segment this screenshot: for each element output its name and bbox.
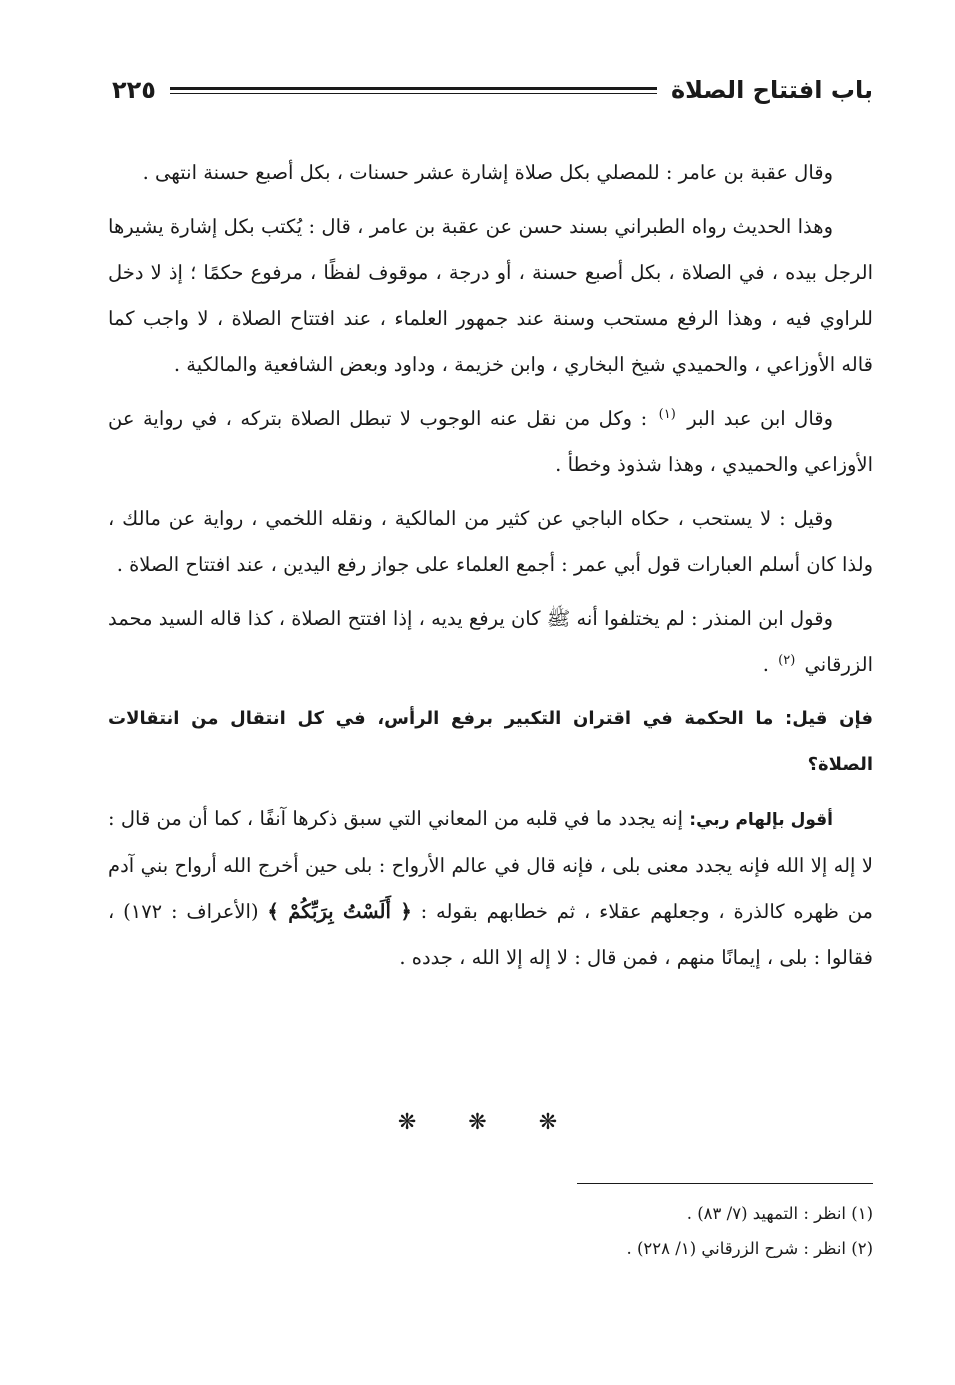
chapter-title: باب افتتاح الصلاة <box>671 76 873 104</box>
answer-lead: أقول بإلهام ربي: <box>689 810 834 830</box>
footnote-ref-2: (٢) <box>778 652 796 668</box>
paragraph-1: وقال عقبة بن عامر : للمصلي بكل صلاة إشارة عشر حسنات ، بكل أصبع حسنة انتهى . <box>142 161 833 184</box>
paragraph-5-start: وقول ابن المنذر : لم يختلفوا أنه ﷺ كان يرفع يديه ، إذا افتتح الصلاة ، كذا قاله السيد محمد الزرقاني <box>108 607 873 676</box>
answer-text-end: (الأعراف : ١٧٢) ، فقالوا : بلى ، إيمانًا منهم ، فمن قال : لا إله إلا الله ، جدده . <box>108 900 873 969</box>
header-rule <box>170 87 657 94</box>
section-separator <box>0 1110 955 1135</box>
paragraph-2: وهذا الحديث رواه الطبراني بسند حسن عن عقبة بن عامر ، قال : يُكتب بكل إشارة يشيرها الرجل بيده ، في الصلاة ، بكل أصبع حسنة ، أو درجة ، موقوف لفظًا ، مرفوع حكمًا ؛ إذ لا دخل للراوي فيه ، وهذا الرفع مستحب وسنة عند جمهور العلماء ، عند افتتاح الصلاة ، لا واجب كما قاله الأوزاعي ، والحميدي شيخ البخاري ، وابن خزيمة ، وداود وبعض الشافعية والمالكية . <box>108 215 873 376</box>
question-heading: فإن قيل: ما الحكمة في اقتران التكبير برفع الرأس، في كل انتقال من انتقالات الصلاة؟ <box>108 708 873 775</box>
page-number: ٢٢٥ <box>112 76 156 104</box>
paragraph-3 <box>108 396 873 488</box>
footnote-1: (١) انظر : التمهيد (٧/ ٨٣) . <box>686 1204 873 1223</box>
footnote-ref-1: (١) <box>658 406 676 422</box>
footnote-rule <box>577 1183 873 1184</box>
answer-text-start: إنه يجدد ما في قلبه من المعاني التي سبق ذكرها آنفًا ، كما أن من قال : لا إله إلا الله فإنه يجدد معنى بلى ، فإنه قال في عالم الأرواح : بلى حين أخرج الله أرواح بني آدم من ظهره كالذرة ، وجعلهم عقلاء ، ثم خطابهم بقوله : <box>108 807 873 923</box>
paragraph-5-end: . <box>762 653 769 676</box>
quran-quote: ﴿ أَلَسْتُ بِرَبِّكُمْ ﴾ <box>267 900 412 923</box>
paragraph-3-end: : وكل من نقل عنه الوجوب لا تبطل الصلاة بتركه ، في رواية عن الأوزاعي والحميدي ، وهذا شذوذ وخطأ . <box>108 407 873 476</box>
running-header <box>112 68 873 112</box>
separator-star: ❋ <box>468 1110 487 1135</box>
footnotes <box>108 1196 873 1266</box>
separator-star: ❋ <box>397 1110 417 1135</box>
answer-paragraph <box>108 796 873 981</box>
paragraph-5 <box>108 596 873 688</box>
paragraph-4: وقيل : لا يستحب ، حكاه الباجي عن كثير من المالكية ، ونقله اللخمي ، رواية عن مالك ، ولذا كان أسلم العبارات قول أبي عمر : أجمع العلماء على جواز رفع اليدين ، عند افتتاح الصلاة . <box>108 507 873 576</box>
footnote-2: (٢) انظر : شرح الزرقاني (١/ ٢٢٨) . <box>626 1239 873 1258</box>
separator-star: ❋ <box>538 1110 558 1135</box>
paragraph-3-start: وقال ابن عبد البر <box>687 407 834 430</box>
body-text <box>108 150 873 989</box>
